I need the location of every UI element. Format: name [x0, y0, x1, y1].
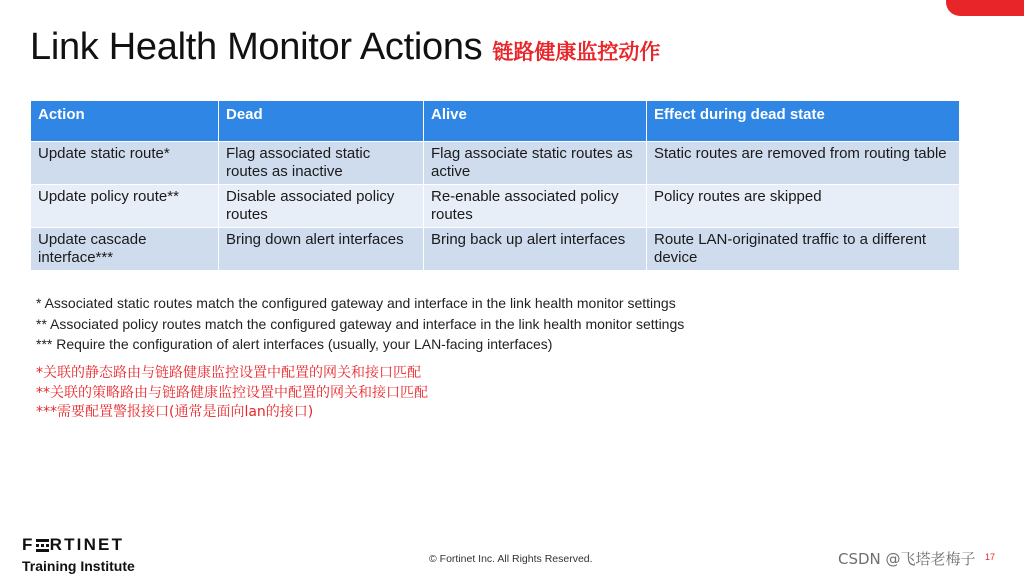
cell-effect: Route LAN-originated traffic to a different device [647, 228, 960, 271]
cell-action: Update policy route** [31, 185, 219, 228]
fortinet-logo [22, 535, 135, 574]
cell-action: Update cascade interface*** [31, 228, 219, 271]
cell-dead: Flag associated static routes as inactive [219, 142, 424, 185]
footnote-cascade: *** Require the configuration of alert interfaces (usually, your LAN-facing interfaces) [36, 336, 553, 352]
table-row [31, 228, 960, 271]
logo-f: F [22, 535, 35, 554]
cell-action: Update static route* [31, 142, 219, 185]
corner-accent [946, 0, 1024, 16]
cell-alive: Bring back up alert interfaces [424, 228, 647, 271]
csdn-watermark: CSDN @飞塔老梅子 [838, 550, 976, 568]
logo-rtinet: RTINET [49, 535, 125, 554]
cell-dead: Bring down alert interfaces [219, 228, 424, 271]
footnotes [36, 293, 684, 355]
table-header-row [31, 101, 960, 142]
fortinet-o-icon [36, 539, 49, 552]
copyright: © Fortinet Inc. All Rights Reserved. [429, 553, 593, 565]
header-alive: Alive [424, 101, 647, 142]
slide-title: Link Health Monitor Actions [30, 26, 483, 68]
footnotes-cn [36, 364, 428, 423]
cell-effect: Static routes are removed from routing table [647, 142, 960, 185]
table-row [31, 185, 960, 228]
footnote-static: * Associated static routes match the configured gateway and interface in the link health monitor settings [36, 295, 676, 311]
fortinet-wordmark [22, 535, 135, 555]
cell-dead: Disable associated policy routes [219, 185, 424, 228]
footnote-cn-policy: **关联的策略路由与链路健康监控设置中配置的网关和接口匹配 [36, 384, 428, 401]
footnote-cn-cascade: ***需要配置警报接口(通常是面向lan的接口) [36, 404, 314, 420]
table-row [31, 142, 960, 185]
slide-title-cn: 链路健康监控动作 [492, 40, 661, 64]
actions-table [30, 100, 960, 271]
cell-effect: Policy routes are skipped [647, 185, 960, 228]
cell-alive: Flag associate static routes as active [424, 142, 647, 185]
footnote-policy: ** Associated policy routes match the configured gateway and interface in the link health monitor settings [36, 315, 685, 332]
title-row [30, 26, 660, 69]
cell-alive: Re-enable associated policy routes [424, 185, 647, 228]
header-effect: Effect during dead state [647, 101, 960, 142]
header-action: Action [31, 101, 219, 142]
page-number: 17 [985, 552, 996, 562]
header-dead: Dead [219, 101, 424, 142]
footnote-cn-static: *关联的静态路由与链路健康监控设置中配置的网关和接口匹配 [36, 365, 421, 381]
logo-subtitle: Training Institute [22, 558, 135, 574]
